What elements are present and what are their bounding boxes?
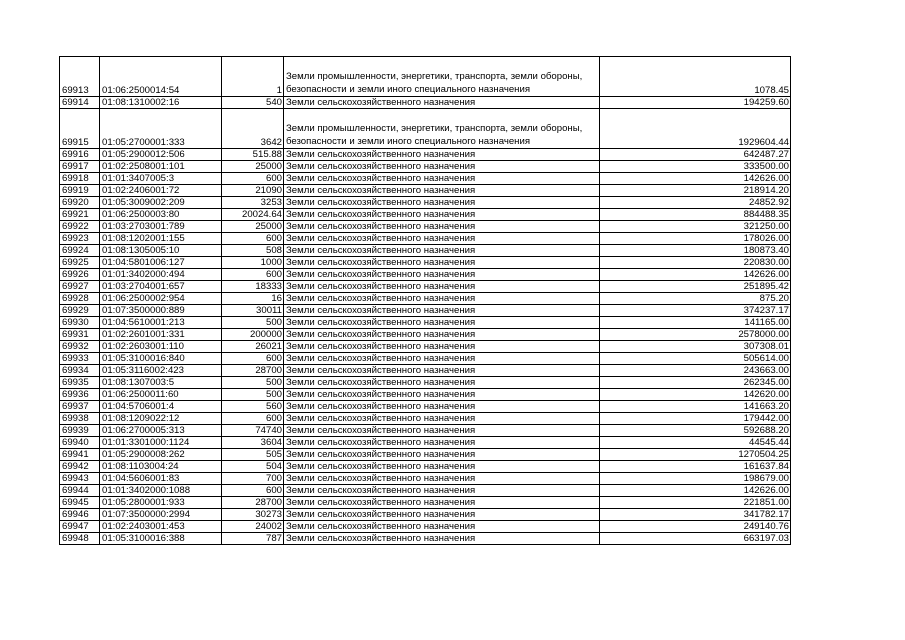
cadastral-number-cell: 01:08:1103004:24 — [100, 461, 222, 473]
cadastral-value-cell: 341782.17 — [600, 509, 791, 521]
cadastral-number-cell: 01:02:2406001:72 — [100, 185, 222, 197]
land-category-cell: Земли сельскохозяйственного назначения — [284, 305, 600, 317]
cadastral-number-cell: 01:03:2703001:789 — [100, 221, 222, 233]
cadastral-value-cell: 198679.00 — [600, 473, 791, 485]
row-id-cell: 69942 — [60, 461, 100, 473]
cadastral-value-cell: 142626.00 — [600, 269, 791, 281]
area-cell: 16 — [222, 293, 284, 305]
cadastral-number-cell: 01:06:2500002:954 — [100, 293, 222, 305]
cadastral-number-cell: 01:08:1307003:5 — [100, 377, 222, 389]
table-row — [60, 425, 791, 437]
cadastral-value-cell: 218914.20 — [600, 185, 791, 197]
land-category-cell: Земли сельскохозяйственного назначения — [284, 221, 600, 233]
row-id-cell: 69948 — [60, 533, 100, 545]
cadastral-number-cell: 01:06:2500003:80 — [100, 209, 222, 221]
cadastral-value-cell: 884488.35 — [600, 209, 791, 221]
cadastral-number-cell: 01:05:2800001:933 — [100, 497, 222, 509]
area-cell: 787 — [222, 533, 284, 545]
table-row — [60, 173, 791, 185]
area-cell: 3253 — [222, 197, 284, 209]
row-id-cell: 69916 — [60, 149, 100, 161]
land-category-cell: Земли сельскохозяйственного назначения — [284, 365, 600, 377]
cadastral-number-cell: 01:07:3500000:2994 — [100, 509, 222, 521]
row-id-cell: 69927 — [60, 281, 100, 293]
table-row — [60, 329, 791, 341]
row-id-cell: 69935 — [60, 377, 100, 389]
table-row — [60, 449, 791, 461]
row-id-cell: 69933 — [60, 353, 100, 365]
row-id-cell: 69929 — [60, 305, 100, 317]
cadastral-value-cell: 142626.00 — [600, 173, 791, 185]
cadastral-number-cell: 01:08:1305005:10 — [100, 245, 222, 257]
cadastral-number-cell: 01:05:3100016:840 — [100, 353, 222, 365]
land-category-cell: Земли сельскохозяйственного назначения — [284, 245, 600, 257]
land-category-cell: Земли сельскохозяйственного назначения — [284, 473, 600, 485]
area-cell: 26021 — [222, 341, 284, 353]
table-row — [60, 413, 791, 425]
cadastral-value-cell: 44545.44 — [600, 437, 791, 449]
cadastral-value-cell: 178026.00 — [600, 233, 791, 245]
cadastral-number-cell: 01:04:5610001:213 — [100, 317, 222, 329]
cadastral-value-cell: 251895.42 — [600, 281, 791, 293]
area-cell: 600 — [222, 353, 284, 365]
cadastral-value-cell: 875.20 — [600, 293, 791, 305]
cadastral-number-cell: 01:03:2704001:657 — [100, 281, 222, 293]
row-id-cell: 69930 — [60, 317, 100, 329]
area-cell: 560 — [222, 401, 284, 413]
cadastral-value-cell: 321250.00 — [600, 221, 791, 233]
table-row — [60, 317, 791, 329]
row-id-cell: 69940 — [60, 437, 100, 449]
cadastral-number-cell: 01:01:3402000:1088 — [100, 485, 222, 497]
cadastral-value-cell: 2578000.00 — [600, 329, 791, 341]
row-id-cell: 69939 — [60, 425, 100, 437]
area-cell: 1000 — [222, 257, 284, 269]
cadastral-value-cell: 220830.00 — [600, 257, 791, 269]
area-cell: 24002 — [222, 521, 284, 533]
land-category-cell: Земли сельскохозяйственного назначения — [284, 437, 600, 449]
row-id-cell: 69914 — [60, 97, 100, 109]
land-category-cell: Земли сельскохозяйственного назначения — [284, 389, 600, 401]
row-id-cell: 69924 — [60, 245, 100, 257]
row-id-cell: 69928 — [60, 293, 100, 305]
land-category-cell: Земли сельскохозяйственного назначения — [284, 449, 600, 461]
land-category-cell: Земли сельскохозяйственного назначения — [284, 173, 600, 185]
table-row — [60, 57, 791, 97]
table-row — [60, 497, 791, 509]
row-id-cell: 69941 — [60, 449, 100, 461]
land-category-cell: Земли сельскохозяйственного назначения — [284, 97, 600, 109]
cadastral-number-cell: 01:02:2601001:331 — [100, 329, 222, 341]
land-category-cell: Земли сельскохозяйственного назначения — [284, 257, 600, 269]
cadastral-number-cell: 01:05:3009002:209 — [100, 197, 222, 209]
area-cell: 540 — [222, 97, 284, 109]
row-id-cell: 69937 — [60, 401, 100, 413]
cadastral-number-cell: 01:02:2603001:110 — [100, 341, 222, 353]
cadastral-value-cell: 24852.92 — [600, 197, 791, 209]
cadastral-number-cell: 01:06:2500011:60 — [100, 389, 222, 401]
table-row — [60, 389, 791, 401]
table-body — [60, 57, 791, 545]
cadastral-value-cell: 141165.00 — [600, 317, 791, 329]
land-category-cell: Земли сельскохозяйственного назначения — [284, 485, 600, 497]
table-row — [60, 305, 791, 317]
area-cell: 20024.64 — [222, 209, 284, 221]
table-row — [60, 161, 791, 173]
row-id-cell: 69918 — [60, 173, 100, 185]
area-cell: 505 — [222, 449, 284, 461]
row-id-cell: 69915 — [60, 109, 100, 149]
cadastral-number-cell: 01:04:5606001:83 — [100, 473, 222, 485]
land-parcels-table — [59, 56, 791, 545]
cadastral-value-cell: 142626.00 — [600, 485, 791, 497]
row-id-cell: 69917 — [60, 161, 100, 173]
cadastral-number-cell: 01:06:2500014:54 — [100, 57, 222, 97]
land-category-cell: Земли сельскохозяйственного назначения — [284, 509, 600, 521]
area-cell: 600 — [222, 485, 284, 497]
cadastral-value-cell: 1270504.25 — [600, 449, 791, 461]
table-row — [60, 269, 791, 281]
row-id-cell: 69921 — [60, 209, 100, 221]
cadastral-value-cell: 142620.00 — [600, 389, 791, 401]
row-id-cell: 69934 — [60, 365, 100, 377]
row-id-cell: 69931 — [60, 329, 100, 341]
cadastral-number-cell: 01:08:1209022:12 — [100, 413, 222, 425]
cadastral-value-cell: 141663.20 — [600, 401, 791, 413]
cadastral-value-cell: 663197.03 — [600, 533, 791, 545]
table-row — [60, 197, 791, 209]
land-category-cell: Земли промышленности, энергетики, транспорта, земли обороны, безопасности и земли иного специального назначения — [284, 57, 600, 97]
table-row — [60, 209, 791, 221]
table-row — [60, 109, 791, 149]
cadastral-value-cell: 180873.40 — [600, 245, 791, 257]
cadastral-value-cell: 161637.84 — [600, 461, 791, 473]
table-row — [60, 257, 791, 269]
area-cell: 600 — [222, 173, 284, 185]
area-cell: 30011 — [222, 305, 284, 317]
table-row — [60, 281, 791, 293]
cadastral-number-cell: 01:08:1310002:16 — [100, 97, 222, 109]
row-id-cell: 69920 — [60, 197, 100, 209]
area-cell: 500 — [222, 389, 284, 401]
row-id-cell: 69923 — [60, 233, 100, 245]
land-category-cell: Земли сельскохозяйственного назначения — [284, 281, 600, 293]
cadastral-number-cell: 01:05:2900008:262 — [100, 449, 222, 461]
table-row — [60, 473, 791, 485]
cadastral-number-cell: 01:04:5801006:127 — [100, 257, 222, 269]
cadastral-number-cell: 01:06:2700005:313 — [100, 425, 222, 437]
row-id-cell: 69938 — [60, 413, 100, 425]
area-cell: 600 — [222, 269, 284, 281]
area-cell: 500 — [222, 377, 284, 389]
area-cell: 700 — [222, 473, 284, 485]
area-cell: 25000 — [222, 161, 284, 173]
cadastral-number-cell: 01:04:5706001:4 — [100, 401, 222, 413]
table-row — [60, 233, 791, 245]
cadastral-number-cell: 01:07:3500000:889 — [100, 305, 222, 317]
cadastral-value-cell: 243663.00 — [600, 365, 791, 377]
table-row — [60, 353, 791, 365]
land-category-cell: Земли промышленности, энергетики, транспорта, земли обороны, безопасности и земли иного специального назначения — [284, 109, 600, 149]
table-row — [60, 377, 791, 389]
area-cell: 3642 — [222, 109, 284, 149]
table-row — [60, 341, 791, 353]
row-id-cell: 69913 — [60, 57, 100, 97]
area-cell: 25000 — [222, 221, 284, 233]
table-row — [60, 401, 791, 413]
area-cell: 28700 — [222, 365, 284, 377]
land-category-cell: Земли сельскохозяйственного назначения — [284, 401, 600, 413]
land-category-cell: Земли сельскохозяйственного назначения — [284, 521, 600, 533]
cadastral-value-cell: 1929604.44 — [600, 109, 791, 149]
row-id-cell: 69936 — [60, 389, 100, 401]
cadastral-value-cell: 262345.00 — [600, 377, 791, 389]
row-id-cell: 69945 — [60, 497, 100, 509]
table-row — [60, 485, 791, 497]
cadastral-number-cell: 01:02:2403001:453 — [100, 521, 222, 533]
cadastral-value-cell: 642487.27 — [600, 149, 791, 161]
cadastral-number-cell: 01:05:2900012:506 — [100, 149, 222, 161]
land-category-cell: Земли сельскохозяйственного назначения — [284, 341, 600, 353]
cadastral-value-cell: 374237.17 — [600, 305, 791, 317]
land-category-cell: Земли сельскохозяйственного назначения — [284, 461, 600, 473]
land-category-cell: Земли сельскохозяйственного назначения — [284, 533, 600, 545]
table-row — [60, 185, 791, 197]
area-cell: 18333 — [222, 281, 284, 293]
table-row — [60, 221, 791, 233]
cadastral-number-cell: 01:08:1202001:155 — [100, 233, 222, 245]
cadastral-number-cell: 01:05:3116002:423 — [100, 365, 222, 377]
row-id-cell: 69946 — [60, 509, 100, 521]
land-category-cell: Земли сельскохозяйственного назначения — [284, 197, 600, 209]
row-id-cell: 69919 — [60, 185, 100, 197]
area-cell: 3604 — [222, 437, 284, 449]
table-row — [60, 521, 791, 533]
table-row — [60, 245, 791, 257]
table-row — [60, 293, 791, 305]
row-id-cell: 69922 — [60, 221, 100, 233]
area-cell: 600 — [222, 413, 284, 425]
table-row — [60, 437, 791, 449]
land-category-cell: Земли сельскохозяйственного назначения — [284, 233, 600, 245]
table-row — [60, 461, 791, 473]
land-category-cell: Земли сельскохозяйственного назначения — [284, 497, 600, 509]
area-cell: 28700 — [222, 497, 284, 509]
table-row — [60, 509, 791, 521]
land-category-cell: Земли сельскохозяйственного назначения — [284, 413, 600, 425]
cadastral-value-cell: 592688.20 — [600, 425, 791, 437]
row-id-cell: 69925 — [60, 257, 100, 269]
row-id-cell: 69947 — [60, 521, 100, 533]
table-row — [60, 149, 791, 161]
cadastral-number-cell: 01:02:2508001:101 — [100, 161, 222, 173]
row-id-cell: 69944 — [60, 485, 100, 497]
cadastral-value-cell: 221851.00 — [600, 497, 791, 509]
row-id-cell: 69932 — [60, 341, 100, 353]
row-id-cell: 69926 — [60, 269, 100, 281]
cadastral-value-cell: 249140.76 — [600, 521, 791, 533]
area-cell: 74740 — [222, 425, 284, 437]
land-category-cell: Земли сельскохозяйственного назначения — [284, 161, 600, 173]
cadastral-value-cell: 179442.00 — [600, 413, 791, 425]
row-id-cell: 69943 — [60, 473, 100, 485]
area-cell: 1 — [222, 57, 284, 97]
land-category-cell: Земли сельскохозяйственного назначения — [284, 185, 600, 197]
cadastral-number-cell: 01:01:3402000:494 — [100, 269, 222, 281]
cadastral-value-cell: 194259.60 — [600, 97, 791, 109]
land-category-cell: Земли сельскохозяйственного назначения — [284, 377, 600, 389]
land-category-cell: Земли сельскохозяйственного назначения — [284, 293, 600, 305]
area-cell: 508 — [222, 245, 284, 257]
table-row — [60, 533, 791, 545]
cadastral-value-cell: 1078.45 — [600, 57, 791, 97]
land-category-cell: Земли сельскохозяйственного назначения — [284, 209, 600, 221]
land-category-cell: Земли сельскохозяйственного назначения — [284, 317, 600, 329]
cadastral-number-cell: 01:05:3100016:388 — [100, 533, 222, 545]
table-row — [60, 97, 791, 109]
land-category-cell: Земли сельскохозяйственного назначения — [284, 149, 600, 161]
area-cell: 30273 — [222, 509, 284, 521]
cadastral-value-cell: 333500.00 — [600, 161, 791, 173]
area-cell: 515.88 — [222, 149, 284, 161]
table-row — [60, 365, 791, 377]
land-category-cell: Земли сельскохозяйственного назначения — [284, 329, 600, 341]
area-cell: 600 — [222, 233, 284, 245]
area-cell: 200000 — [222, 329, 284, 341]
area-cell: 504 — [222, 461, 284, 473]
land-category-cell: Земли сельскохозяйственного назначения — [284, 425, 600, 437]
cadastral-value-cell: 505614.00 — [600, 353, 791, 365]
cadastral-number-cell: 01:01:3301000:1124 — [100, 437, 222, 449]
cadastral-number-cell: 01:05:2700001:333 — [100, 109, 222, 149]
land-category-cell: Земли сельскохозяйственного назначения — [284, 353, 600, 365]
area-cell: 500 — [222, 317, 284, 329]
area-cell: 21090 — [222, 185, 284, 197]
land-category-cell: Земли сельскохозяйственного назначения — [284, 269, 600, 281]
cadastral-value-cell: 307308.01 — [600, 341, 791, 353]
cadastral-number-cell: 01:01:3407005:3 — [100, 173, 222, 185]
